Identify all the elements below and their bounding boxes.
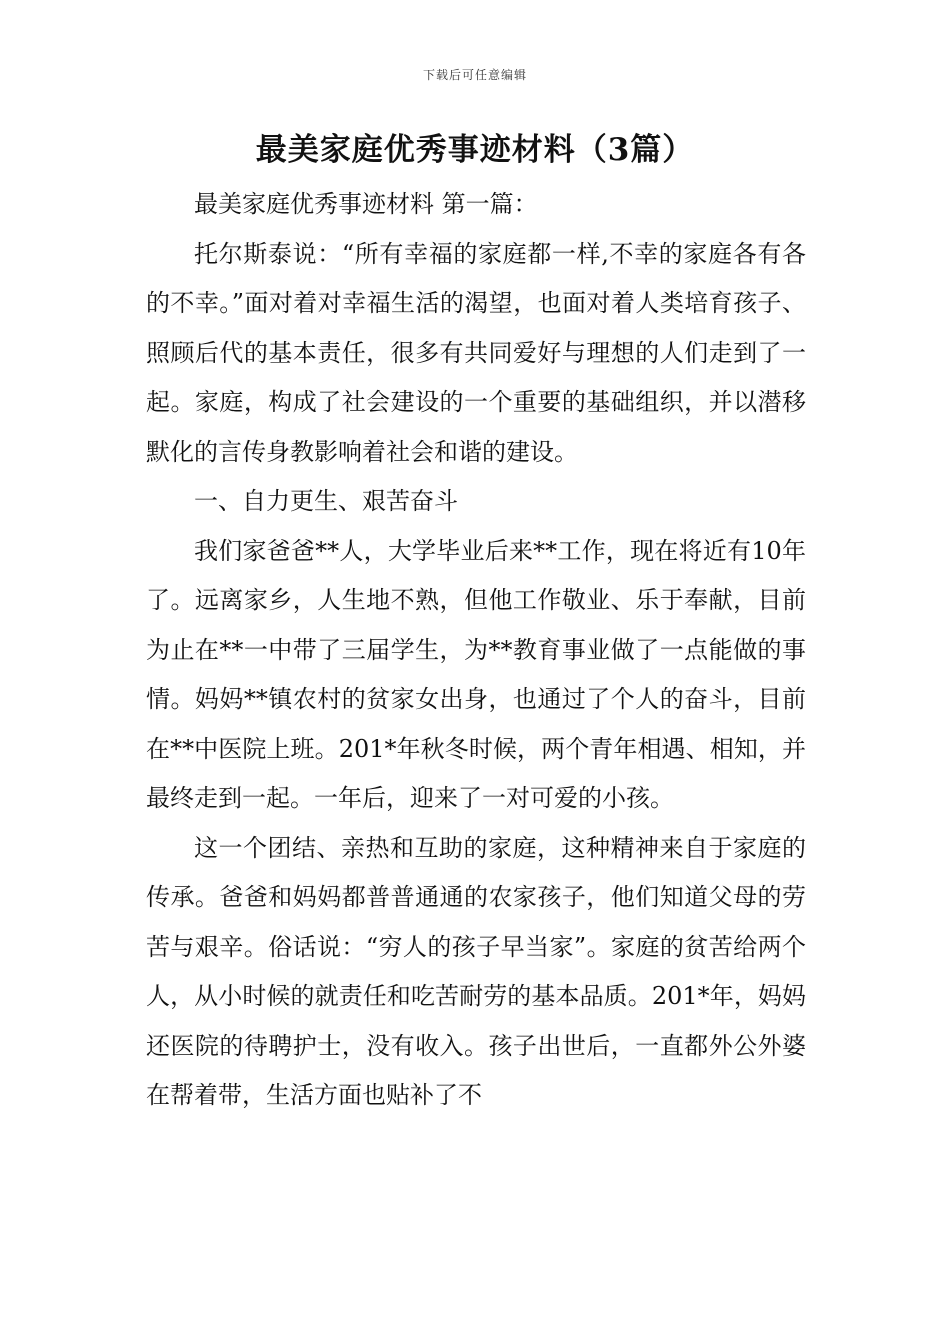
paragraph-family-spirit: 这一个团结、亲热和互助的家庭，这种精神来自于家庭的传承。爸爸和妈妈都普普通通的农家孩子，他们知道父母的劳苦与艰辛。俗话说：“穷人的孩子早当家”。家庭的贫苦给两个人，从小时候的就责任和吃苦耐劳的基本品质。201*年，妈妈还医院的待聘护士，没有收入。孩子出世后，一直都外公外婆在帮着带，生活方面也贴补了不 (146, 833, 806, 1109)
section-heading: 一、自力更生、艰苦奋斗 (194, 487, 458, 515)
paragraph-family-story: 我们家爸爸**人，大学毕业后来**工作，现在将近有10年了。远离家乡，人生地不熟，但他工作敬业、乐于奉献，目前为止在**一中带了三届学生，为**教育事业做了一点能做的事情。妈妈**镇农村的贫家女出身，也通过了个人的奋斗，目前在**中医院上班。201*年秋冬时候，两个青年相遇、相知，并最终走到一起。一年后，迎来了一对可爱的小孩。 (146, 536, 806, 812)
paragraph-subtitle: 最美家庭优秀事迹材料 第一篇： (194, 190, 538, 218)
document-title: 最美家庭优秀事迹材料（3篇） (255, 132, 695, 168)
document-body (146, 180, 806, 1121)
paragraph-intro: 托尔斯泰说：“所有幸福的家庭都一样,不幸的家庭各有各的不幸。”面对着对幸福生活的渴望，也面对着人类培育孩子、照顾后代的基本责任，很多有共同爱好与理想的人们走到了一起。家庭，构成了社会建设的一个重要的基础组织，并以潜移默化的言传身教影响着社会和谐的建设。 (146, 239, 806, 466)
header-note: 下载后可任意编辑 (422, 68, 527, 82)
